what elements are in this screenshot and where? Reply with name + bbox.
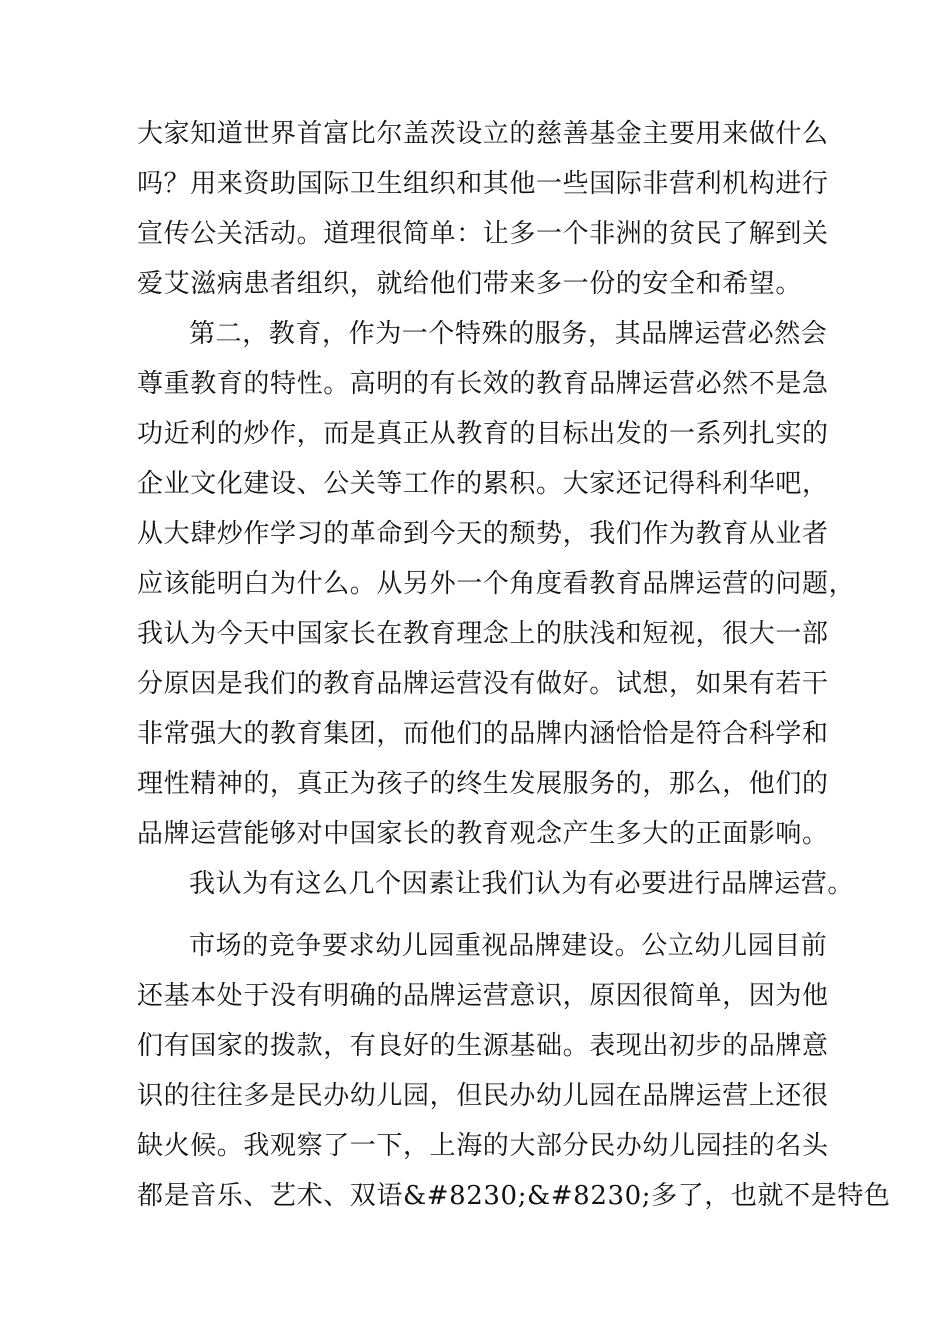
text-line: 吗？用来资助国际卫生组织和其他一些国际非营利机构进行: [137, 169, 829, 199]
text-line: 第二，教育，作为一个特殊的服务，其品牌运营必然会: [189, 319, 828, 349]
text-line: 还基本处于没有明确的品牌运营意识，原因很简单，因为他: [137, 981, 829, 1011]
text-line: 我认为今天中国家长在教育理念上的肤浅和短视，很大一部: [137, 619, 829, 649]
text-line: 品牌运营能够对中国家长的教育观念产生多大的正面影响。: [137, 819, 829, 849]
text-line: 大家知道世界首富比尔盖茨设立的慈善基金主要用来做什么: [137, 119, 829, 149]
text-line: 都是音乐、艺术、双语&#8230;&#8230;多了，也就不是特色: [137, 1181, 891, 1211]
text-line: 理性精神的，真正为孩子的终生发展服务的，那么，他们的: [137, 769, 829, 799]
text-line: 我认为有这么几个因素让我们认为有必要进行品牌运营。: [189, 869, 855, 899]
text-line: 识的往往多是民办幼儿园，但民办幼儿园在品牌运营上还很: [137, 1081, 829, 1111]
text-line: 市场的竞争要求幼儿园重视品牌建设。公立幼儿园目前: [189, 931, 828, 961]
text-line: 宣传公关活动。道理很简单：让多一个非洲的贫民了解到关: [137, 219, 829, 249]
text-line: 功近利的炒作，而是真正从教育的目标出发的一系列扎实的: [137, 419, 829, 449]
text-line: 爱艾滋病患者组织，就给他们带来多一份的安全和希望。: [137, 269, 803, 299]
text-line: 企业文化建设、公关等工作的累积。大家还记得科利华吧，: [137, 469, 829, 499]
text-line: 尊重教育的特性。高明的有长效的教育品牌运营必然不是急: [137, 369, 829, 399]
text-line: 分原因是我们的教育品牌运营没有做好。试想，如果有若干: [137, 669, 829, 699]
text-line: 缺火候。我观察了一下，上海的大部分民办幼儿园挂的名头: [137, 1131, 829, 1161]
text-line: 们有国家的拨款，有良好的生源基础。表现出初步的品牌意: [137, 1031, 829, 1061]
text-line: 应该能明白为什么。从另外一个角度看教育品牌运营的问题，: [137, 569, 856, 599]
text-line: 从大肆炒作学习的革命到今天的颓势，我们作为教育从业者: [137, 519, 829, 549]
text-line: 非常强大的教育集团，而他们的品牌内涵恰恰是符合科学和: [137, 719, 829, 749]
